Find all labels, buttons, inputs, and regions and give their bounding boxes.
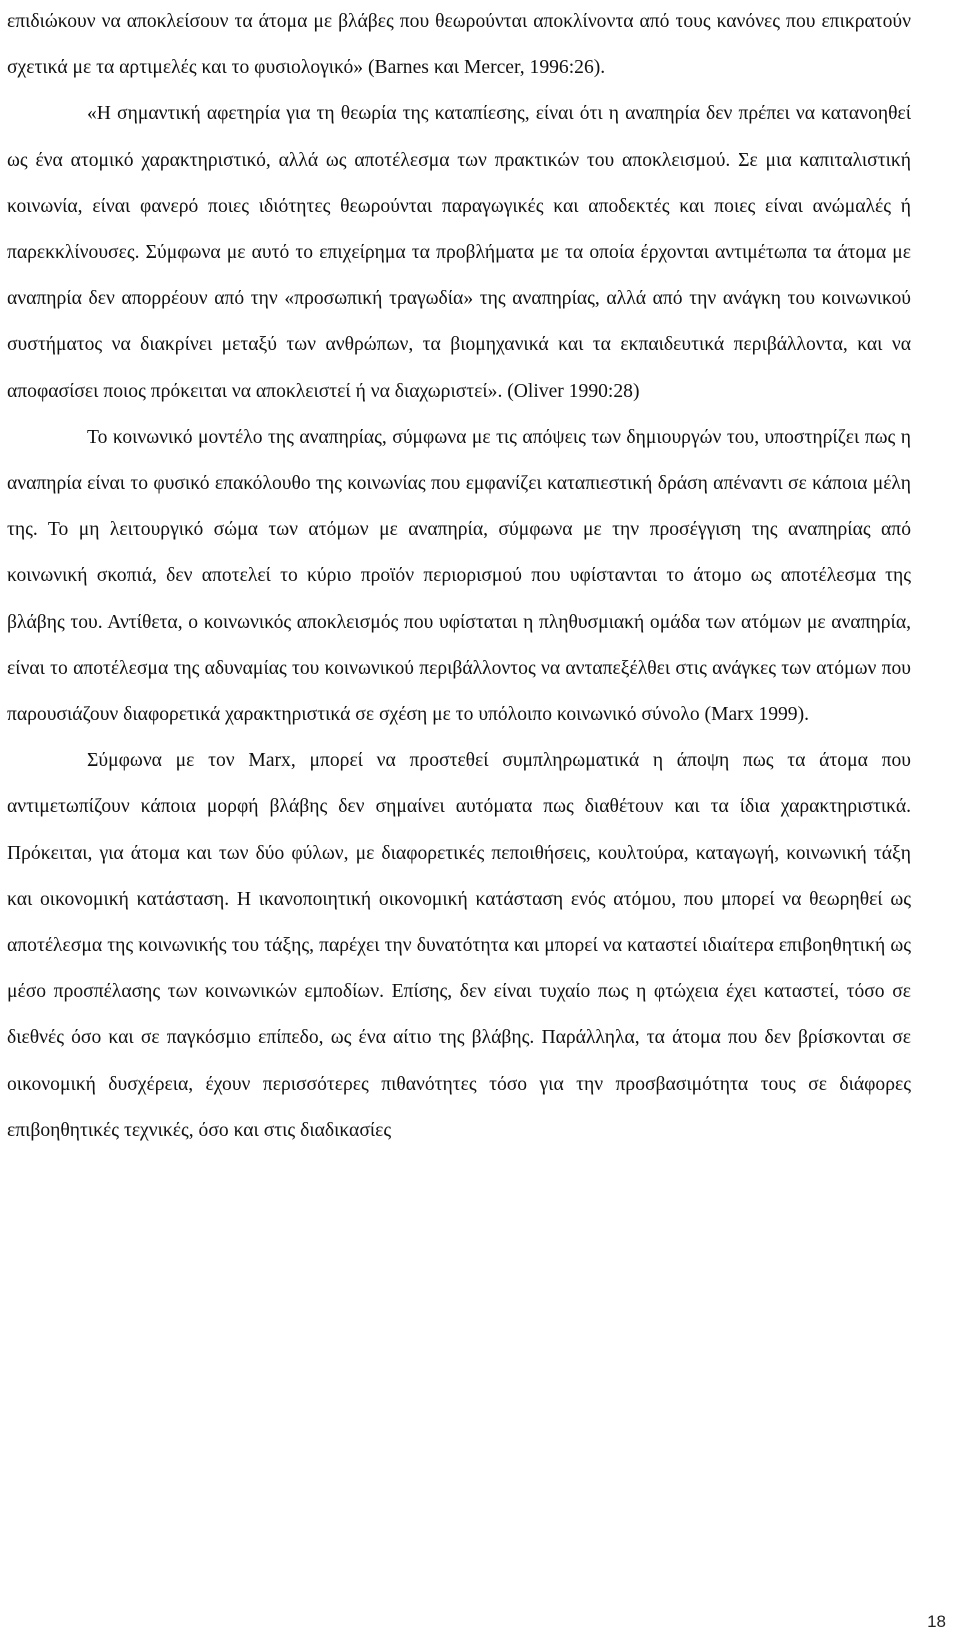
paragraph-social-model: Το κοινωνικό μοντέλο της αναπηρίας, σύμφωνα με τις απόψεις των δημιουργών του, υποστηρίζει πως η αναπηρία είναι το φυσικό επακόλουθο της κοινωνίας που εμφανίζει καταπιεστική δράση απέναντι σε κάποια μέλη της. Το μη λειτουργικό σώμα των ατόμων με αναπηρία, σύμφωνα με την προσέγγιση της αναπηρίας από κοινωνική σκοπιά, δεν αποτελεί το κύριο προϊόν περιορισμού που υφίστανται το άτομο ως αποτέλεσμα της βλάβης του. Αντίθετα, ο κοινωνικός αποκλεισμός που υφίσταται η πληθυσμιακή ομάδα των ατόμων με αναπηρία, είναι το αποτέλεσμα της αδυναμίας του κοινωνικού περιβάλλοντος να ανταπεξέλθει στις ανάγκες των ατόμων που παρουσιάζουν διαφορετικά χαρακτηριστικά σε σχέση με το υπόλοιπο κοινωνικό σύνολο (Marx 1999). — [7, 426, 911, 726]
paragraph-marx: Σύμφωνα με τον Marx, μπορεί να προστεθεί συμπληρωματικά η άποψη πως τα άτομα που αντιμετωπίζουν κάποια μορφή βλάβης δεν σημαίνει αυτόματα πως διαθέτουν και τα ίδια χαρακτηριστικά. Πρόκειται, για άτομα και των δύο φύλων, με διαφορετικές πεποιθήσεις, κουλτούρα, καταγωγή, κοινωνική τάξη και οικονομική κατάσταση. Η ικανοποιητική οικονομική κατάσταση ενός ατόμου, που μπορεί να θεωρηθεί ως αποτέλεσμα της κοινωνικής του τάξης, παρέχει την δυνατότητα και μπορεί να καταστεί ιδιαίτερα επιβοηθητική ως μέσο προσπέλασης των κοινωνικών εμποδίων. Επίσης, δεν είναι τυχαίο πως η φτώχεια έχει καταστεί, τόσο σε διεθνές όσο και σε παγκόσμιο επίπεδο, ως ένα αίτιο της βλάβης. Παράλληλα, τα άτομα που δεν βρίσκονται σε οικονομική δυσχέρεια, έχουν περισσότερες πιθανότητες τόσο για την προσβασιμότητα τους σε διάφορες επιβοηθητικές τεχνικές, όσο και στις διαδικασίες — [7, 750, 911, 1141]
document-page — [7, 0, 911, 1154]
page-number: 18 — [927, 1612, 946, 1631]
paragraph-continuation: επιδιώκουν να αποκλείσουν τα άτομα με βλάβες που θεωρούνται αποκλίνοντα από τους κανόνες που επικρατούν σχετικά με τα αρτιμελές και το φυσιολογικό» (Barnes και Mercer, 1996:26). — [7, 11, 911, 79]
paragraph-oliver-quote: «Η σημαντική αφετηρία για τη θεωρία της καταπίεσης, είναι ότι η αναπηρία δεν πρέπει να κατανοηθεί ως ένα ατομικό χαρακτηριστικό, αλλά ως αποτέλεσμα των πρακτικών του αποκλεισμού. Σε μια καπιταλιστική κοινωνία, είναι φανερό ποιες ιδιότητες θεωρούνται παραγωγικές και αποδεκτές και ποιες είναι ανώμαλές ή παρεκκλίνουσες. Σύμφωνα με αυτό το επιχείρημα τα προβλήματα με τα οποία έρχονται αντιμέτωπα τα άτομα με αναπηρία δεν απορρέουν από την «προσωπική τραγωδία» της αναπηρίας, αλλά από την ανάγκη του κοινωνικού συστήματος να διακρίνει μεταξύ των ανθρώπων, τα βιομηχανικά και τα εκπαιδευτικά περιβάλλοντα, και να αποφασίσει ποιος πρόκειται να αποκλειστεί ή να διαχωριστεί». (Oliver 1990:28) — [7, 103, 911, 402]
